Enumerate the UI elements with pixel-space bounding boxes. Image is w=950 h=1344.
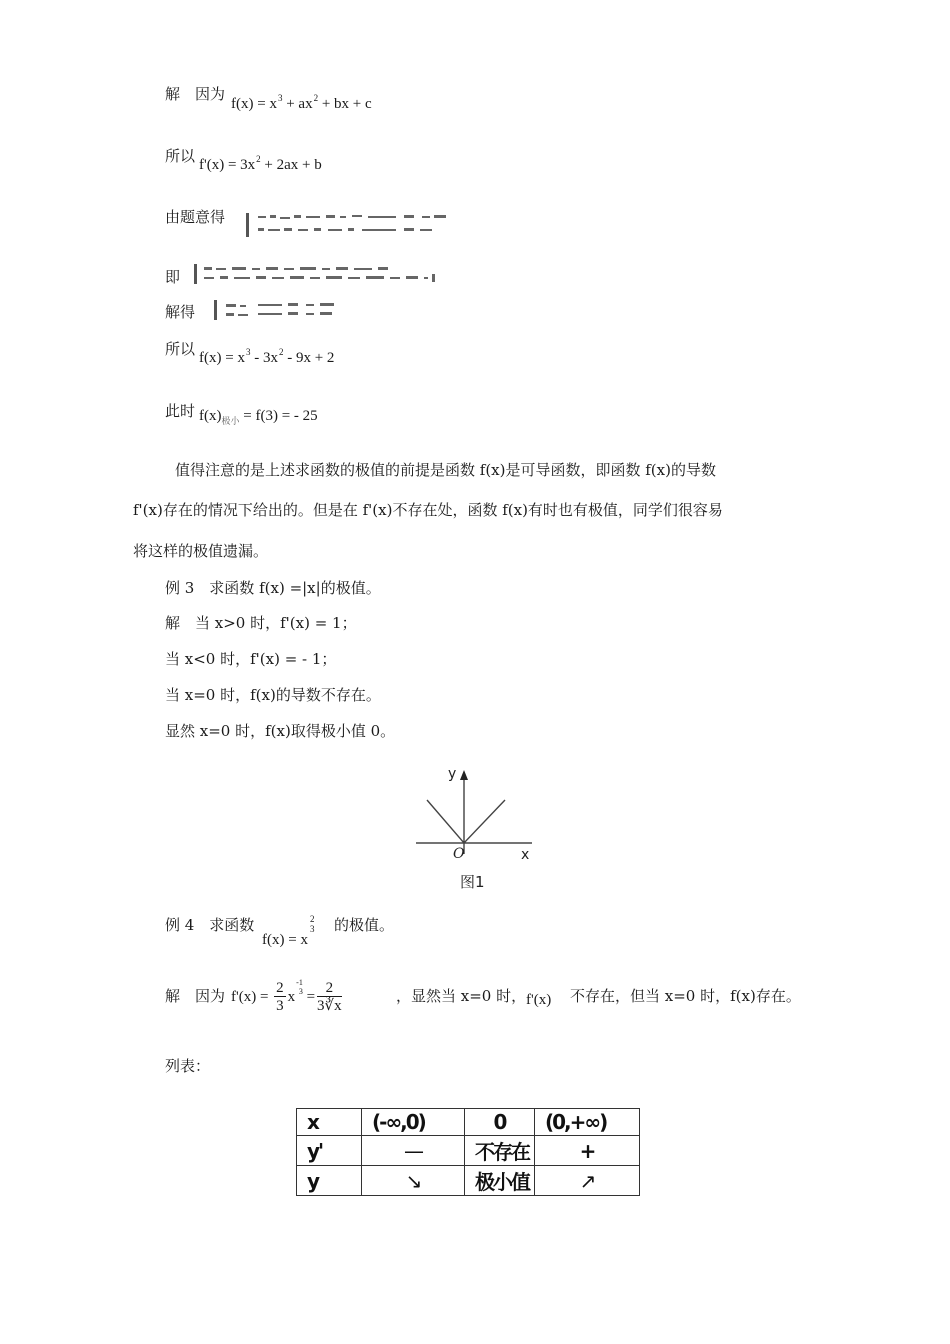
exponent-denominator: 3 bbox=[298, 987, 303, 996]
list-label: 列表： bbox=[165, 1057, 211, 1075]
equation-part: f(x) bbox=[199, 408, 222, 424]
example4-title-text: 例 4 求函数 bbox=[165, 916, 255, 934]
table-cell: ↘ bbox=[362, 1166, 465, 1196]
exponent-numerator: 1 bbox=[298, 978, 303, 987]
table-cell: (-∞,0) bbox=[362, 1109, 465, 1136]
example4-solution-label: 解 因为 bbox=[165, 987, 226, 1005]
table-row bbox=[297, 1136, 640, 1166]
table-cell: 0 bbox=[465, 1109, 535, 1136]
fraction-denominator: 3∛x bbox=[317, 998, 342, 1014]
example4-derivative bbox=[231, 980, 344, 1015]
equation-part: + ax bbox=[282, 96, 313, 112]
equation-minimum bbox=[199, 408, 318, 425]
garbled-equation-system-2 bbox=[192, 262, 447, 286]
fraction-two-thirds bbox=[274, 980, 286, 1015]
table-cell: ↗ bbox=[535, 1166, 640, 1196]
table-cell: (0,+∞) bbox=[535, 1109, 640, 1136]
x-axis-label: x bbox=[521, 847, 530, 863]
solution-label-5: 解得 bbox=[165, 303, 196, 321]
table-cell: 不存在 bbox=[465, 1136, 535, 1166]
solution-label-7: 此时 bbox=[165, 402, 196, 420]
equation-part: - 9x + 2 bbox=[283, 350, 335, 366]
abs-value-figure bbox=[410, 760, 540, 895]
example4-title-suffix: 的极值。 bbox=[334, 916, 395, 934]
subscript: 极小 bbox=[221, 416, 240, 426]
y-axis-label: y bbox=[448, 766, 457, 782]
fraction-numerator: 2 bbox=[317, 980, 342, 997]
table-cell: x bbox=[297, 1109, 362, 1136]
solution-label-6: 所以 bbox=[165, 340, 196, 358]
equation-part: = f(3) = - 25 bbox=[239, 408, 318, 424]
table-cell: — bbox=[362, 1136, 465, 1166]
garbled-equation-system-1 bbox=[244, 210, 449, 240]
table-cell: y' bbox=[297, 1136, 362, 1166]
equation-f bbox=[231, 93, 372, 113]
fraction-numerator: 2 bbox=[276, 980, 284, 996]
equation-part: f(x) = x bbox=[199, 350, 245, 366]
table-row bbox=[297, 1166, 640, 1196]
equals-sign: = bbox=[306, 989, 316, 1005]
example3-step-2: 当 x<0 时，f'(x) = - 1； bbox=[165, 650, 337, 668]
example3-title: 例 3 求函数 f(x) =|x|的极值。 bbox=[165, 579, 381, 597]
note-line-3: 将这样的极值遗漏。 bbox=[133, 542, 269, 560]
exponent: 2 bbox=[313, 93, 319, 103]
fractional-exponent bbox=[310, 914, 315, 934]
example4-text-b: 不存在，但当 x=0 时，f(x)存在。 bbox=[570, 987, 801, 1005]
garbled-solution-values bbox=[212, 298, 347, 322]
negative-exponent: - 1 3 bbox=[296, 978, 303, 996]
origin-label: O bbox=[453, 846, 465, 862]
equation-part: f(x) = x bbox=[262, 932, 308, 948]
equation-part: f'(x) = 3x bbox=[199, 157, 256, 173]
exponent-numerator: 2 bbox=[309, 914, 315, 924]
table-cell: y bbox=[297, 1166, 362, 1196]
example4-function bbox=[262, 914, 315, 949]
example4-title bbox=[165, 915, 254, 935]
exponent: 2 bbox=[256, 154, 261, 164]
equation-part: f'(x) = bbox=[231, 989, 269, 1005]
solution-label-2: 所以 bbox=[165, 147, 196, 165]
y-axis-arrow bbox=[460, 770, 468, 780]
example3-step-4: 显然 x=0 时，f(x)取得极小值 0。 bbox=[165, 722, 396, 740]
figure-caption: 图1 bbox=[460, 873, 485, 891]
exponent: 3 bbox=[277, 93, 283, 103]
example4-fprime: f'(x) bbox=[526, 992, 552, 1008]
example4-text-a: ，显然当 x=0 时， bbox=[396, 987, 527, 1005]
equation-part: + 2ax + b bbox=[260, 157, 322, 173]
equation-part: x bbox=[287, 989, 296, 1005]
note-line-2: f'(x)存在的情况下给出的。但是在 f'(x)不存在处，函数 f(x)有时也有极值，同学们很容易 bbox=[133, 501, 723, 519]
fraction-denominator: 3 bbox=[276, 998, 284, 1014]
fraction-cube-root bbox=[317, 980, 342, 1015]
example3-step-1: 解 当 x>0 时，f'(x) = 1； bbox=[165, 614, 357, 632]
exponent: 3 bbox=[245, 347, 251, 357]
equation-part: - 3x bbox=[250, 350, 278, 366]
table-cell: + bbox=[535, 1136, 640, 1166]
abs-value-graph bbox=[427, 800, 505, 843]
solution-label-4: 即 bbox=[165, 268, 181, 286]
equation-part: + bx + c bbox=[318, 96, 372, 112]
sign-table bbox=[296, 1108, 639, 1194]
table-row bbox=[297, 1109, 640, 1136]
solution-label-3: 由题意得 bbox=[165, 208, 226, 226]
equation-fprime bbox=[199, 154, 322, 174]
example3-step-3: 当 x=0 时，f(x)的导数不存在。 bbox=[165, 686, 381, 704]
note-line-1: 值得注意的是上述求函数的极值的前提是函数 f(x)是可导函数，即函数 f(x)的导数 bbox=[175, 461, 716, 479]
exponent-denominator: 3 bbox=[309, 924, 315, 934]
solution-label-1: 解 因为 bbox=[165, 85, 226, 103]
equation-f-result bbox=[199, 347, 335, 367]
equation-part: f(x) = x bbox=[231, 96, 277, 112]
table-cell: 极小值 bbox=[465, 1166, 535, 1196]
exponent: 2 bbox=[278, 347, 284, 357]
